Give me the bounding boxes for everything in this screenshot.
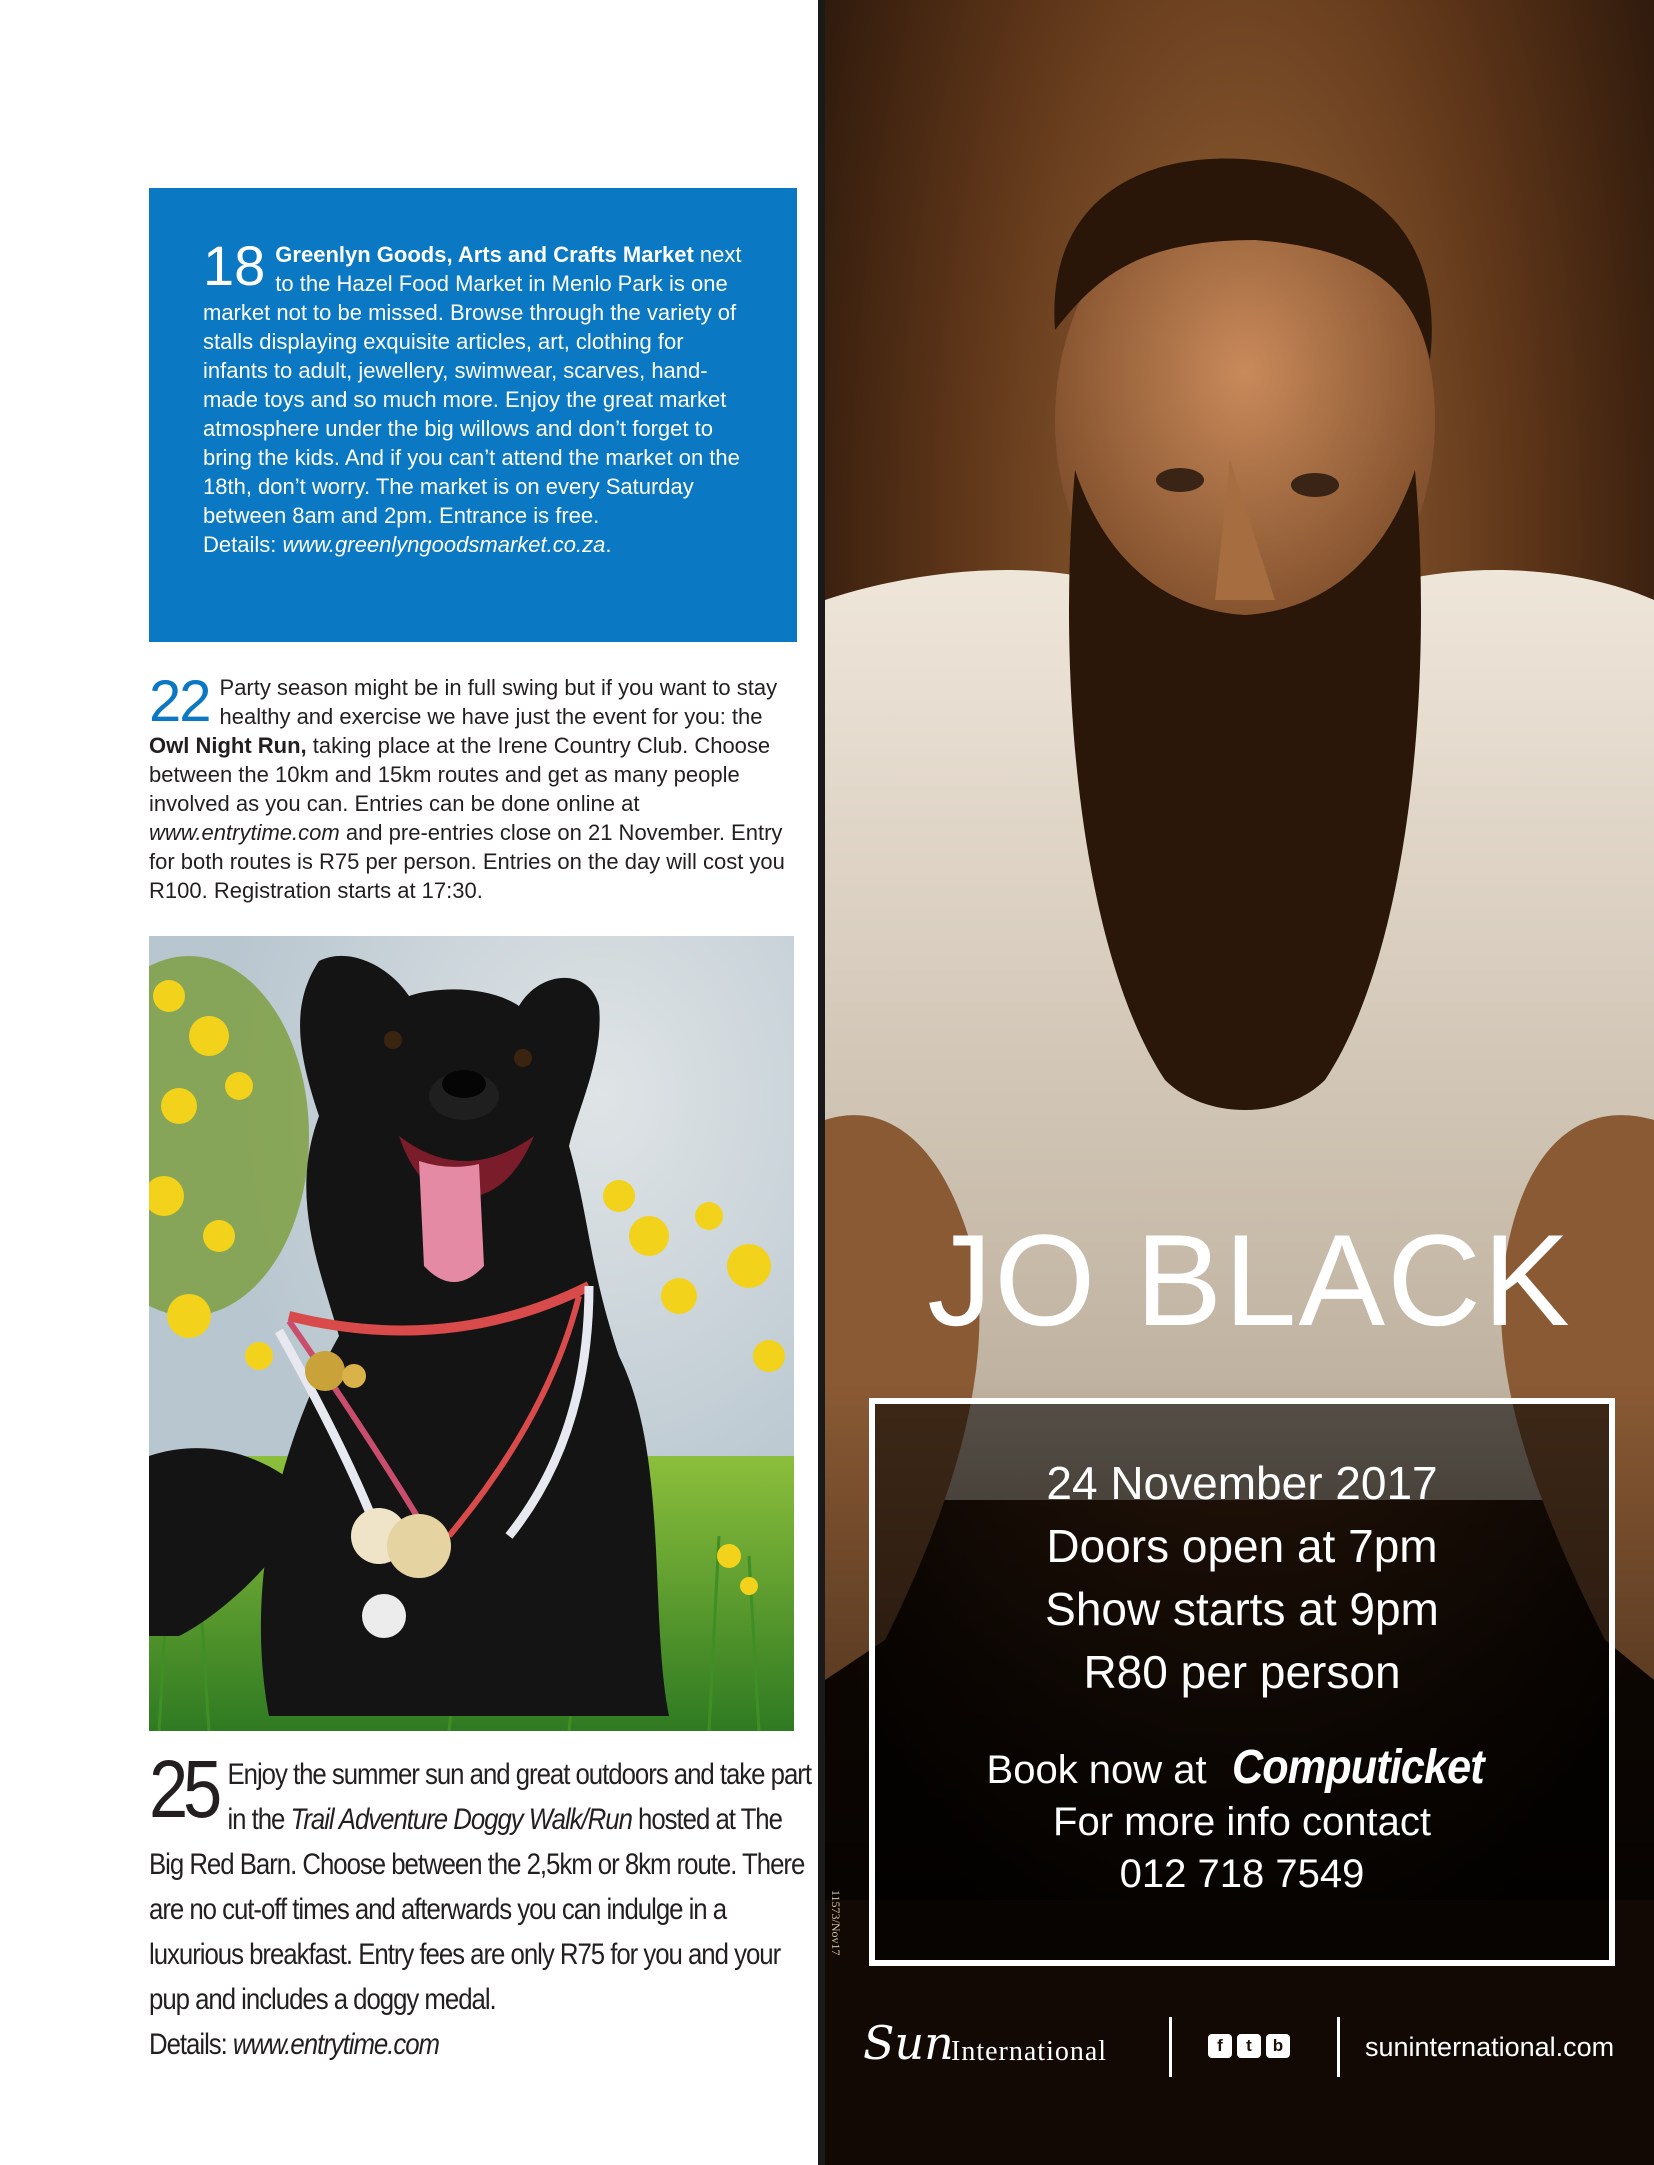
ticket-price: R80 per person [1083,1646,1401,1698]
booking-line [875,1742,1609,1796]
event-details-box [869,1398,1615,1966]
footer-divider [1337,2017,1340,2077]
doors-open-time: Doors open at 7pm [1046,1520,1438,1572]
item-25-text [149,1744,811,2067]
concert-advertisement [825,0,1654,2165]
item-25-text-b: hosted at The Big Red Barn. Choose between the 2,5km or 8km route. There are no cut-off times and afterwards you can indulge in a luxurious breakfast. Entry fees are only R75 for you and your pup and includes a doggy medal. [149,1803,805,2016]
item-22-text-c: and pre-entries close on 21 November. Entry for both routes is R75 per person. Entries on the day will cost you R100. Registration starts at 17:30. [149,820,785,903]
blog-icon[interactable]: b [1266,2034,1290,2058]
sun-international-logo [863,2018,1123,2078]
twitter-icon[interactable]: t [1237,2034,1261,2058]
event-details-lines [875,1452,1609,1704]
item-18-text [203,234,751,559]
item-18-details-label: Details: [203,532,283,557]
artist-name-heading: JO BLACK [927,1207,1572,1353]
footer-divider [1169,2017,1172,2077]
item-25-number: 25 [149,1744,218,1835]
contact-line: For more info contact [1053,1800,1431,1844]
item-22-text-b: taking place at the Irene Country Club. Choose between the 10km and 15km routes and get as many people involved as you can. Entries can be done online at [149,733,771,816]
computicket-brand: Computicket [1231,1741,1484,1794]
sun-logo-word: International [951,2036,1108,2067]
item-18-body: next to the Hazel Food Market in Menlo Park is one market not to be missed. Browse through the variety of stalls displaying exquisite articles, art, clothing for infants to adult, jewellery, swimwear, scarves, hand-made toys and so much more. Enjoy the great market atmosphere under the big willows and don’t forget to bring the kids. And if you can’t attend the market on the 18th, don’t worry. The market is on every Saturday between 8am and 2pm. Entrance is free. [203,242,742,528]
dog-illustration [149,936,794,1731]
ad-reference-code: 11573/Nov17 [829,1890,843,1956]
contact-phone[interactable]: 012 718 7549 [1119,1852,1365,1896]
item-18-title: Greenlyn Goods, Arts and Crafts Market [275,242,694,267]
event-date: 24 November 2017 [1046,1457,1438,1509]
column-divider [818,0,825,2165]
show-start-time: Show starts at 9pm [1045,1583,1439,1635]
item-22-event-name: Owl Night Run, [149,733,307,758]
booking-prefix: Book now at [986,1748,1218,1792]
ad-footer [825,2010,1654,2090]
item-18-number: 18 [203,234,266,297]
item-18-details-link[interactable]: www.greenlyngoodsmarket.co.za [282,532,606,557]
dog-with-medals-photo [149,936,794,1731]
item-25-details-link[interactable]: www.entrytime.com [232,2028,440,2061]
website-link[interactable]: suninternational.com [1365,2032,1615,2062]
booking-info [875,1742,1609,1900]
item-25-text-a: Enjoy the summer sun and great outdoors and take part in the [227,1758,811,1836]
item-25-details-label: Details: [149,2028,233,2061]
item-22-text-a: Party season might be in full swing but if you want to stay healthy and exercise we have just the event for you: the [219,675,778,729]
item-22-link[interactable]: www.entrytime.com [149,820,340,845]
item-22-number: 22 [149,669,210,734]
facebook-icon[interactable]: f [1208,2034,1232,2058]
editorial-column [0,0,818,2165]
market-feature-box [149,188,797,642]
social-icons [1208,2034,1290,2058]
item-22-text [149,669,789,905]
item-18-details-end: . [605,532,612,557]
item-25-event-name: Trail Adventure Doggy Walk/Run [290,1803,632,1836]
sun-logo-script: Sun [863,2016,954,2070]
